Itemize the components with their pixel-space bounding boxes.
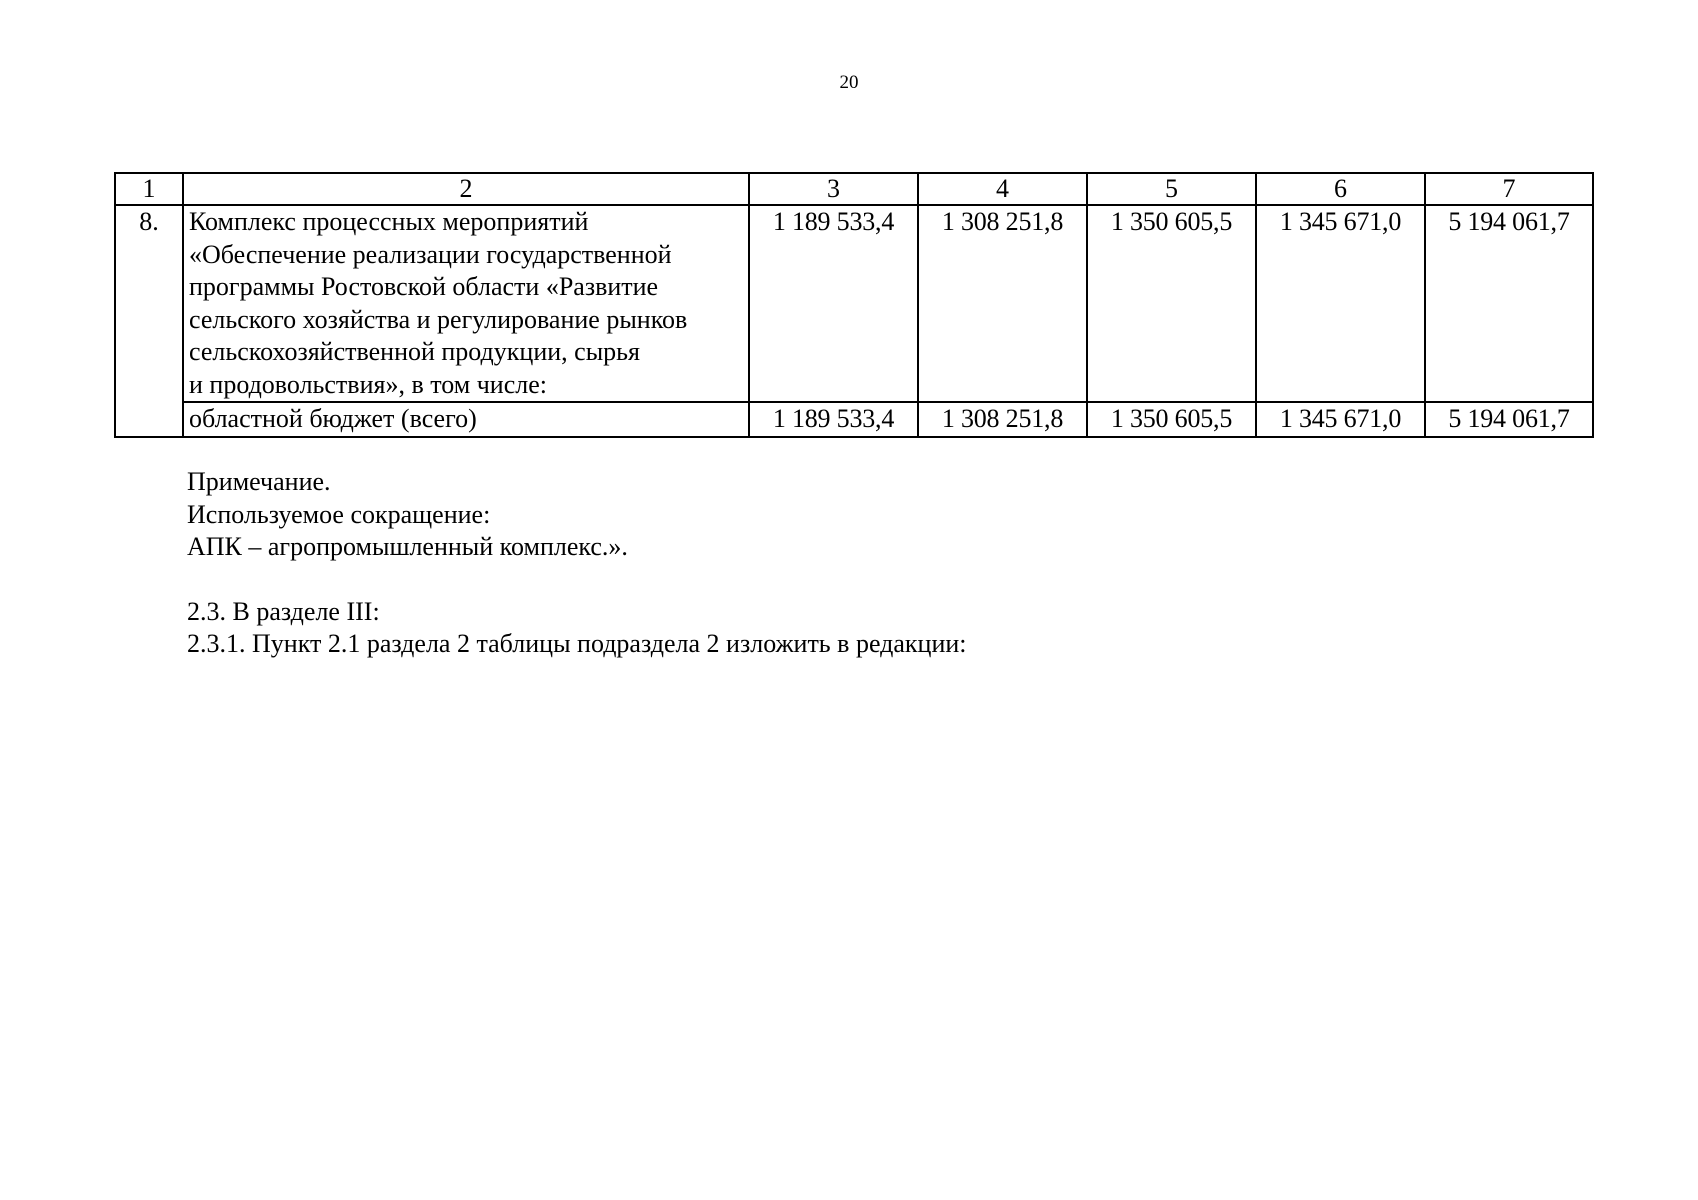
description-line: программы Ростовской области «Развитие [189,272,659,301]
value-cell: 1 189 533,4 [749,205,918,402]
value-cell: 1 350 605,5 [1087,205,1256,402]
value-cell: 5 194 061,7 [1425,402,1593,437]
header-cell: 7 [1425,173,1593,205]
description-line: сельскохозяйственной продукции, сырья [189,337,640,366]
row-description [183,402,749,437]
section-line: 2.3. В разделе III: [187,596,380,626]
paragraph-gap [187,564,967,596]
description-line: Комплекс процессных мероприятий [189,207,589,236]
header-cell: 6 [1256,173,1425,205]
value-cell: 5 194 061,7 [1425,205,1593,402]
description-line: и продовольствия», в том числе: [189,369,547,399]
budget-table [114,172,1594,438]
header-cell: 4 [918,173,1087,205]
note-title: Примечание. [187,467,331,496]
description-line: сельского хозяйства и регулирование рынков [189,304,688,334]
header-cell: 1 [115,173,183,205]
notes-block [187,466,967,661]
value-cell: 1 308 251,8 [918,205,1087,402]
header-cell: 2 [183,173,749,205]
row-description [183,205,749,402]
value-cell: 1 345 671,0 [1256,205,1425,402]
item-line: 2.3.1. Пункт 2.1 раздела 2 таблицы подраздела 2 изложить в редакции: [187,629,967,658]
abbreviation-line: АПК – агропромышленный комплекс.». [187,532,628,561]
description-line: областной бюджет (всего) [189,404,477,433]
description-line: «Обеспечение реализации государственной [189,239,672,269]
value-cell: 1 308 251,8 [918,402,1087,437]
row-index: 8. [115,205,183,437]
header-cell: 3 [749,173,918,205]
table-row [115,205,1593,402]
value-cell: 1 345 671,0 [1256,402,1425,437]
table-header-row [115,173,1593,205]
header-cell: 5 [1087,173,1256,205]
table-row [115,402,1593,437]
value-cell: 1 350 605,5 [1087,402,1256,437]
value-cell: 1 189 533,4 [749,402,918,437]
page-number: 20 [839,72,859,93]
abbreviation-heading: Используемое сокращение: [187,499,491,529]
